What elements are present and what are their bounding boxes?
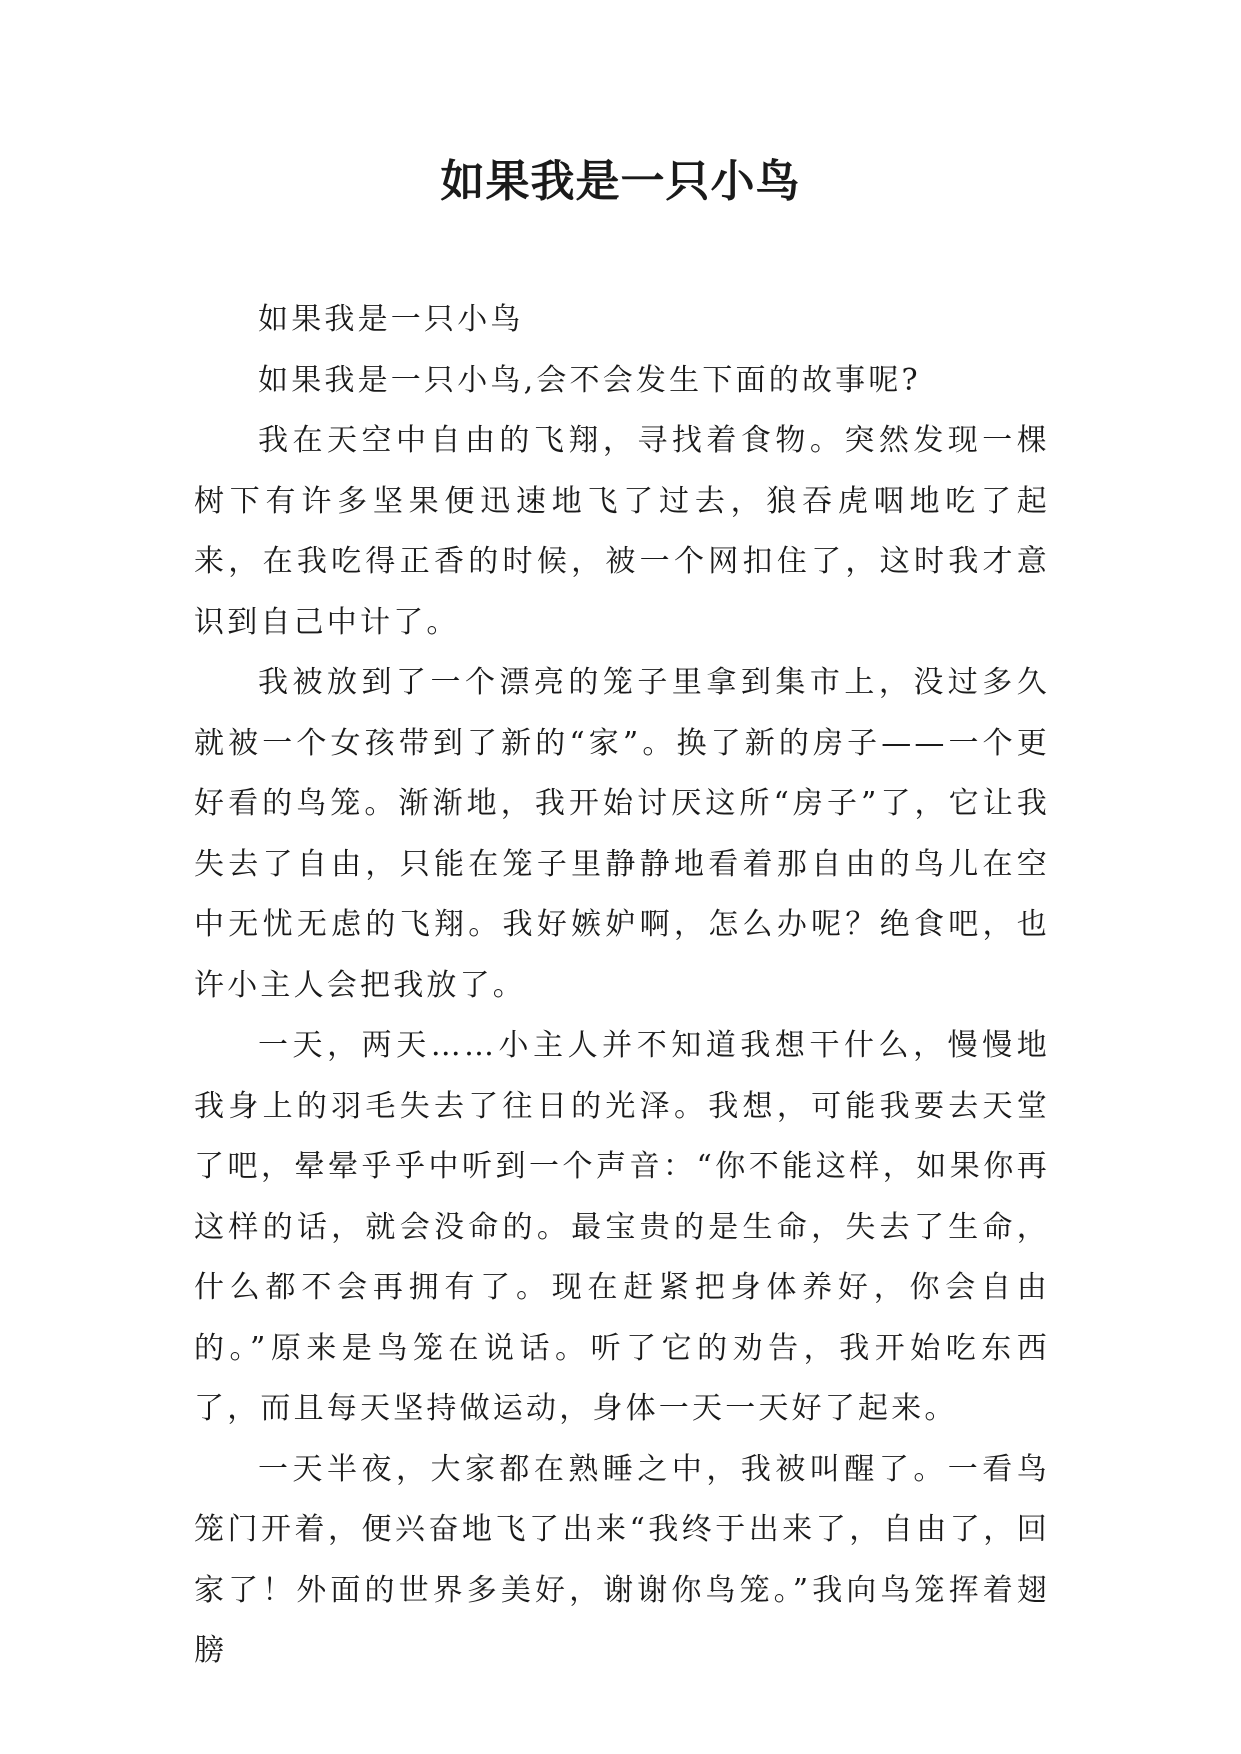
paragraph: 我被放到了一个漂亮的笼子里拿到集市上，没过多久就被一个女孩带到了新的“家”。换了新的房子——一个更好看的鸟笼。渐渐地，我开始讨厌这所“房子”了，它让我失去了自由，只能在笼子里静静地看着那自由的鸟儿在空中无忧无虑的飞翔。我好嫉妒啊，怎么办呢？绝食吧，也许小主人会把我放了。 [194,665,1050,1003]
document-title: 如果我是一只小鸟 [440,156,801,207]
paragraph-intro: 如果我是一只小鸟,会不会发生下面的故事呢? [258,362,921,398]
paragraph: 一天半夜，大家都在熟睡之中，我被叫醒了。一看鸟笼门开着，便兴奋地飞了出来“我终于出来了，自由了，回家了！外面的世界多美好，谢谢你鸟笼。”我向鸟笼挥着翅膀 [194,1451,1050,1668]
paragraph-heading: 如果我是一只小鸟 [258,302,524,337]
document-body [194,290,1050,1682]
paragraph: 我在天空中自由的飞翔，寻找着食物。突然发现一棵树下有许多坚果便迅速地飞了过去，狼吞虎咽地吃了起来，在我吃得正香的时候，被一个网扣住了，这时我才意识到自己中计了。 [194,423,1050,640]
paragraph: 一天，两天……小主人并不知道我想干什么，慢慢地我身上的羽毛失去了往日的光泽。我想，可能我要去天堂了吧，晕晕乎乎中听到一个声音：“你不能这样，如果你再这样的话，就会没命的。最宝贵的是生命，失去了生命，什么都不会再拥有了。现在赶紧把身体养好，你会自由的。”原来是鸟笼在说话。听了它的劝告，我开始吃东西了，而且每天坚持做运动，身体一天一天好了起来。 [194,1028,1050,1426]
